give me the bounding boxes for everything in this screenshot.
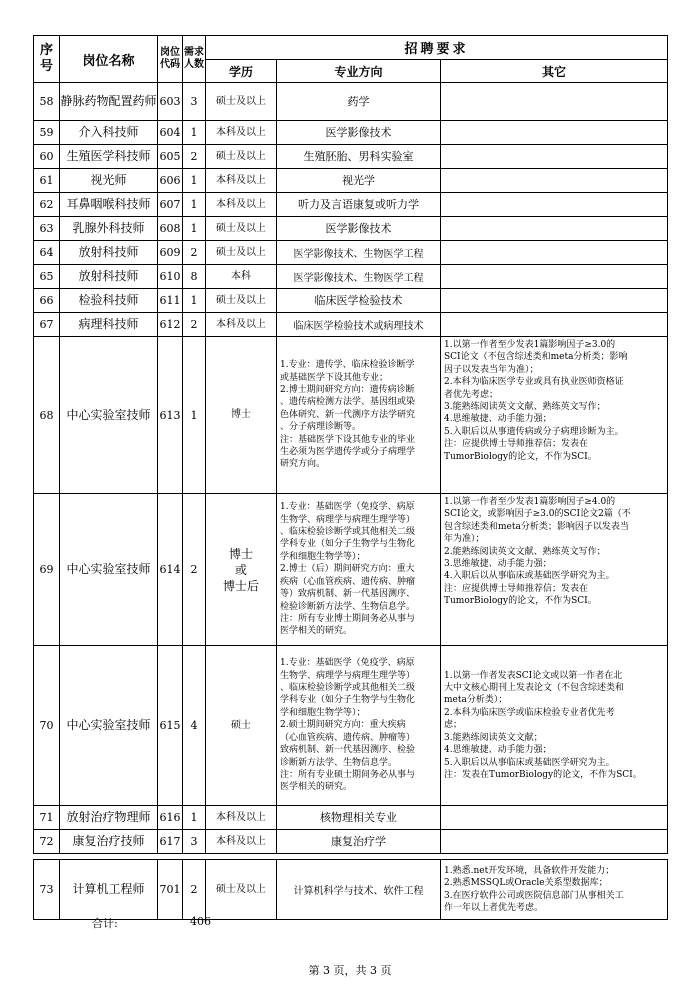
cell-major: 生殖胚胎、男科实验室 (277, 145, 441, 169)
cell-post-name: 介入科技师 (60, 121, 158, 145)
cell-seq: 59 (34, 121, 60, 145)
cell-seq: 65 (34, 265, 60, 289)
other-line: 注：应提供博士导师推荐信；发表在 (444, 439, 589, 450)
table-row (34, 337, 668, 494)
cell-need-count: 3 (183, 830, 206, 854)
education-line: 博士后 (222, 578, 259, 593)
cell-education: 本科及以上 (206, 121, 277, 145)
other-line: 1.以第一作者至少发表1篇影响因子≥4.0的 (444, 497, 616, 507)
cell-need-count: 1 (183, 806, 206, 830)
cell-seq: 64 (34, 241, 60, 265)
header-requirements: 招聘要求 (206, 36, 668, 60)
other-line: 注：发表在TumorBiology的论文，不作为SCI。 (444, 769, 642, 780)
table-row (34, 83, 668, 121)
cell-other (441, 860, 668, 920)
table-row (34, 646, 668, 806)
cell-other (441, 169, 668, 193)
cell-seq: 62 (34, 193, 60, 217)
major-line: 医学相关的研究。 (280, 626, 353, 637)
major-line: 学和细胞生物学等）； (280, 707, 366, 718)
cell-education: 本科及以上 (206, 313, 277, 337)
header-other: 其它 (441, 60, 668, 83)
cell-major: 药学 (277, 83, 441, 121)
cell-need-count: 2 (183, 313, 206, 337)
major-line: 学科专业（如分子生物学与生物化 (280, 539, 416, 550)
cell-post-name: 病理科技师 (60, 313, 158, 337)
other-line: 3.思维敏捷、动手能力强； (444, 559, 552, 570)
cell-post-code: 610 (158, 265, 183, 289)
header-need-count: 需求人数 (183, 36, 206, 83)
header-post-name: 岗位名称 (60, 36, 158, 83)
cell-need-count: 1 (183, 289, 206, 313)
cell-post-name: 中心实验室技师 (60, 494, 158, 646)
cell-post-name: 检验科技师 (60, 289, 158, 313)
cell-seq: 60 (34, 145, 60, 169)
other-line: TumorBiology的论文，不作为SCI。 (444, 596, 597, 607)
header-post-code: 岗位代码 (158, 36, 183, 83)
cell-major: 医学影像技术、生物医学工程 (277, 241, 441, 265)
cell-post-code: 616 (158, 806, 183, 830)
table-row (34, 145, 668, 169)
other-line: 年为准）； (444, 534, 485, 545)
cell-post-name: 放射治疗物理师 (60, 806, 158, 830)
cell-education: 硕士及以上 (206, 217, 277, 241)
major-line: 2.博士期间研究方向：遗传病诊断 (280, 384, 415, 395)
major-line: 学和细胞生物学等）； (280, 551, 366, 562)
cell-need-count: 8 (183, 265, 206, 289)
cell-other (441, 313, 668, 337)
total-label: 合计: (92, 917, 118, 930)
cell-post-code: 606 (158, 169, 183, 193)
major-line: 学科专业（如分子生物学与生物化 (280, 695, 416, 706)
cell-education: 硕士及以上 (206, 83, 277, 121)
major-line: 1.专业：遗传学、临床检验诊断学 (280, 360, 415, 371)
cell-post-code: 603 (158, 83, 183, 121)
other-line: 作一年以上者优先考虑。 (444, 902, 544, 913)
other-line: 2.能熟练阅读英文文献、熟练英文写作； (444, 546, 606, 557)
cell-major: 医学影像技术 (277, 217, 441, 241)
major-line: 注：基础医学下设其他专业的毕业 (280, 434, 416, 445)
other-line: 4.入职后以从事临床或基础医学研究为主。 (444, 571, 615, 582)
cell-major (277, 646, 441, 806)
cell-education (206, 646, 277, 806)
cell-major: 核物理相关专业 (277, 806, 441, 830)
header-major: 专业方向 (277, 60, 441, 83)
cell-post-code: 701 (158, 860, 183, 920)
major-line: 、分子病理诊断等。 (280, 422, 362, 433)
other-line: SCI论文，或影响因子≥3.0的SCI论文2篇（不 (444, 509, 631, 520)
cell-other (441, 289, 668, 313)
cell-education (206, 494, 277, 646)
cell-post-code: 608 (158, 217, 183, 241)
other-line: 3.能熟练阅读英文文献； (444, 732, 543, 743)
cell-post-code: 613 (158, 337, 183, 494)
cell-need-count: 1 (183, 121, 206, 145)
education-line: 博士 (231, 409, 251, 420)
cell-post-code: 605 (158, 145, 183, 169)
cell-post-name: 放射科技师 (60, 265, 158, 289)
cell-major: 医学影像技术、生物医学工程 (277, 265, 441, 289)
table-row (34, 121, 668, 145)
cell-major: 临床医学检验技术 (277, 289, 441, 313)
other-line: 1.熟悉.net开发环境，具备软件开发能力； (444, 865, 615, 876)
major-line: 研究方向。 (280, 459, 326, 470)
major-line: 1.专业：基础医学（免疫学、病原 (280, 658, 415, 669)
other-line: 包含综述类和meta分析类；影响因子以发表当 (444, 521, 629, 532)
other-line: meta分析类）； (444, 695, 508, 706)
cell-education: 本科及以上 (206, 806, 277, 830)
major-line: 检验诊断新方法学、生物信息学。 (280, 601, 416, 612)
education-line: 或 (234, 562, 247, 577)
cell-need-count: 1 (183, 337, 206, 494)
cell-post-code: 612 (158, 313, 183, 337)
cell-education: 本科及以上 (206, 830, 277, 854)
cell-seq: 67 (34, 313, 60, 337)
other-line: 4.思维敏捷、动手能力强； (444, 745, 552, 756)
table-row (34, 217, 668, 241)
cell-post-code: 611 (158, 289, 183, 313)
cell-other (441, 83, 668, 121)
cell-post-code: 614 (158, 494, 183, 646)
cell-major: 康复治疗学 (277, 830, 441, 854)
cell-education: 本科及以上 (206, 169, 277, 193)
recruitment-table (33, 35, 668, 920)
cell-post-name: 中心实验室技师 (60, 646, 158, 806)
cell-need-count: 1 (183, 193, 206, 217)
cell-post-name: 生殖医学科技师 (60, 145, 158, 169)
header-education: 学历 (206, 60, 277, 83)
other-line: 4.思维敏捷、动手能力强； (444, 414, 552, 425)
cell-other (441, 241, 668, 265)
major-line: 、临床检验诊断学或其他相关二级 (280, 683, 416, 694)
table-row (34, 289, 668, 313)
table-row (34, 265, 668, 289)
major-line: 1.专业：基础医学（免疫学、病原 (280, 502, 415, 513)
cell-seq: 68 (34, 337, 60, 494)
education-line: 博士 (228, 546, 253, 561)
other-line: 2.熟悉MSSQL或Oracle关系型数据库； (444, 878, 608, 889)
cell-need-count: 2 (183, 241, 206, 265)
other-line: 2.本科为临床医学专业或具有执业医师资格证 (444, 377, 624, 388)
cell-post-name: 视光师 (60, 169, 158, 193)
cell-seq: 61 (34, 169, 60, 193)
table-row (34, 830, 668, 854)
cell-need-count: 2 (183, 494, 206, 646)
cell-major (277, 494, 441, 646)
table-row (34, 313, 668, 337)
table-row (34, 241, 668, 265)
major-line: 色体研究、新一代测序方法学研究 (280, 409, 416, 420)
cell-need-count: 2 (183, 145, 206, 169)
cell-education: 硕士及以上 (206, 289, 277, 313)
table-row (34, 806, 668, 830)
major-line: 生必须为医学遗传学或分子病理学 (280, 447, 416, 458)
other-line: 2.本科为临床医学或临床检验专业者优先考 (444, 707, 615, 718)
cell-seq: 72 (34, 830, 60, 854)
major-line: 等）致病机制、新一代基因测序、 (280, 589, 416, 600)
cell-seq: 69 (34, 494, 60, 646)
cell-other (441, 193, 668, 217)
major-line: 、临床检验诊断学或其他相关二级 (280, 527, 416, 538)
cell-seq: 73 (34, 860, 60, 920)
cell-need-count: 4 (183, 646, 206, 806)
cell-other (441, 217, 668, 241)
cell-other (441, 265, 668, 289)
major-line: 2.硕士期间研究方向：重大疾病 (280, 720, 406, 731)
other-line: 5.入职后以从事遗传病或分子病理诊断为主。 (444, 426, 624, 437)
cell-post-name: 放射科技师 (60, 241, 158, 265)
other-line: 因子以发表当年为准）； (444, 364, 539, 375)
cell-post-name: 乳腺外科技师 (60, 217, 158, 241)
page-footer: 第 3 页，共 3 页 (308, 964, 392, 977)
cell-seq: 71 (34, 806, 60, 830)
major-line: 诊断新方法学、生物信息学。 (280, 757, 398, 768)
total-value: 406 (190, 915, 211, 928)
major-line: 疾病（心血管疾病、遗传病、肿瘤 (280, 576, 416, 587)
cell-education (206, 337, 277, 494)
header-seq: 序号 (34, 36, 60, 83)
cell-post-name: 计算机工程师 (60, 860, 158, 920)
table-row (34, 193, 668, 217)
major-line: 生物学、病理学与病理生理学等） (280, 514, 416, 525)
cell-post-code: 609 (158, 241, 183, 265)
other-line: 虑； (444, 720, 463, 731)
cell-post-name: 中心实验室技师 (60, 337, 158, 494)
other-line: 5.入职后以从事临床或基础医学研究为主。 (444, 757, 615, 768)
cell-post-code: 604 (158, 121, 183, 145)
cell-need-count: 1 (183, 217, 206, 241)
cell-post-code: 615 (158, 646, 183, 806)
other-line: SCI论文（不包含综述类和meta分析类；影响 (444, 352, 628, 363)
cell-major (277, 337, 441, 494)
cell-education: 硕士及以上 (206, 145, 277, 169)
cell-major: 听力及言语康复或听力学 (277, 193, 441, 217)
other-line: 1.以第一作者至少发表1篇影响因子≥3.0的 (444, 340, 616, 350)
cell-major: 医学影像技术 (277, 121, 441, 145)
other-line: 3.在医疗软件公司或医院信息部门从事相关工 (444, 890, 624, 901)
education-line: 硕士 (231, 719, 251, 731)
cell-major: 视光学 (277, 169, 441, 193)
other-line: 注：应提供博士导师推荐信；发表在 (444, 583, 589, 594)
cell-education: 本科及以上 (206, 193, 277, 217)
major-line: 或基础医学下设其他专业； (280, 372, 389, 383)
cell-education: 硕士及以上 (206, 860, 277, 920)
cell-seq: 70 (34, 646, 60, 806)
cell-post-name: 静脉药物配置药师 (60, 83, 158, 121)
cell-seq: 63 (34, 217, 60, 241)
table-row (34, 860, 668, 920)
cell-other (441, 830, 668, 854)
cell-post-code: 617 (158, 830, 183, 854)
cell-education: 硕士及以上 (206, 241, 277, 265)
other-line: 大中文核心期刊上发表论文（不包含综述类和 (444, 683, 625, 694)
cell-education: 本科 (206, 265, 277, 289)
cell-need-count: 3 (183, 83, 206, 121)
cell-other (441, 806, 668, 830)
major-line: 医学相关的研究。 (280, 782, 353, 793)
cell-other (441, 145, 668, 169)
cell-major: 计算机科学与技术、软件工程 (277, 860, 441, 920)
other-line: 者优先考虑； (444, 389, 499, 400)
cell-other (441, 494, 668, 646)
cell-post-name: 耳鼻咽喉科技师 (60, 193, 158, 217)
cell-need-count: 1 (183, 169, 206, 193)
table-row (34, 169, 668, 193)
table-row (34, 494, 668, 646)
cell-seq: 66 (34, 289, 60, 313)
cell-post-code: 607 (158, 193, 183, 217)
major-line: 致病机制、新一代基因测序、检验 (280, 745, 416, 756)
major-line: 注：所有专业硕士期间务必从事与 (280, 769, 416, 780)
other-line: 3.能熟练阅读英文文献、熟练英文写作； (444, 402, 606, 413)
major-line: 生物学、病理学与病理生理学等） (280, 670, 416, 681)
other-line: TumorBiology的论文，不作为SCI。 (444, 451, 597, 462)
cell-seq: 58 (34, 83, 60, 121)
cell-need-count: 2 (183, 860, 206, 920)
major-line: 2.博士（后）期间研究方向：重大 (280, 564, 415, 575)
cell-other (441, 337, 668, 494)
major-line: 注：所有专业博士期间务必从事与 (280, 613, 416, 624)
cell-post-name: 康复治疗技师 (60, 830, 158, 854)
cell-other (441, 121, 668, 145)
cell-other (441, 646, 668, 806)
major-line: 、遗传病检测方法学、基因组或染 (280, 397, 416, 408)
other-line: 1.以第一作者发表SCI论文或以第一作者在北 (444, 670, 623, 681)
major-line: （心血管疾病、遗传病、肿瘤等） (280, 732, 416, 743)
cell-major: 临床医学检验技术或病理技术 (277, 313, 441, 337)
